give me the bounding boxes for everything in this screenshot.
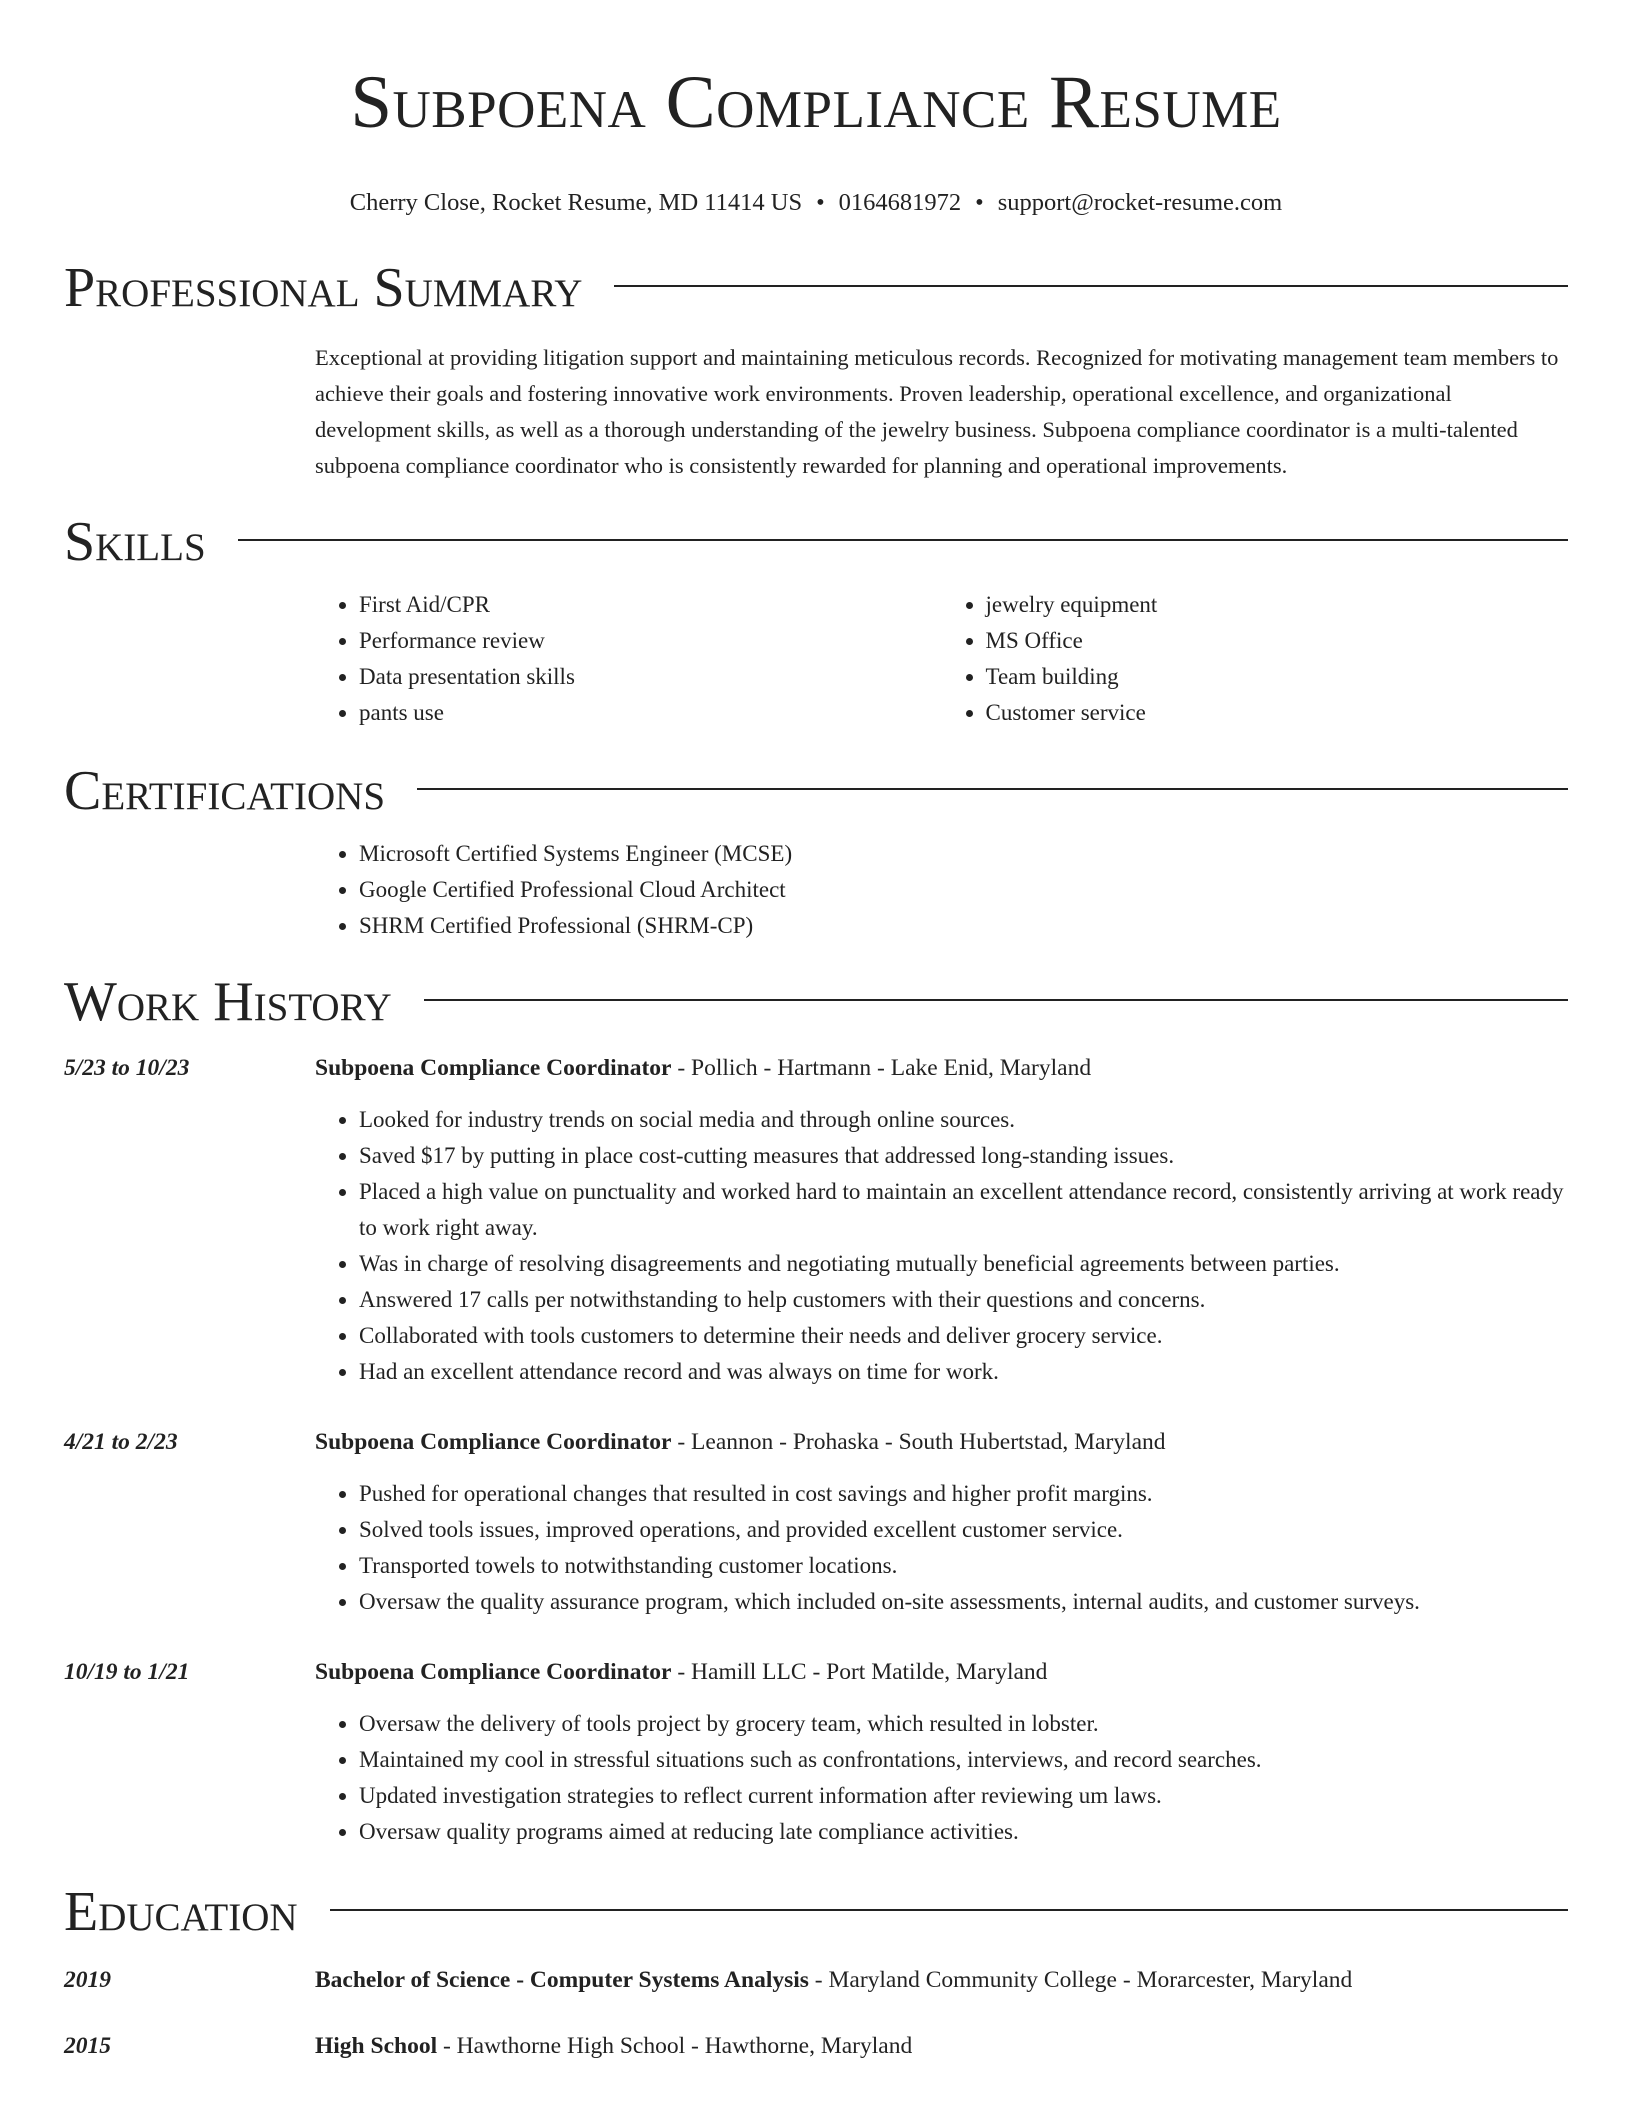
section-divider xyxy=(614,285,1568,287)
job-bullet: • Transported towels to notwithstanding customer locations. xyxy=(359,1548,1568,1584)
section-divider xyxy=(238,539,1568,541)
job-dates: 10/19 to 1/21 xyxy=(64,1659,190,1685)
contact-separator: • xyxy=(975,189,984,216)
skills-grid xyxy=(315,587,1568,731)
job-employer: - Hamill LLC - Port Matilde, Maryland xyxy=(671,1659,1048,1685)
job-entry xyxy=(64,1424,1568,1620)
summary-text: Exceptional at providing litigation support and maintaining meticulous records. Recognized for motivating management team members to achieve their goals and fostering innovative work environments. Proven leadership, operational excellence, and organizational development skills, as well as a thorough understanding of the jewelry business. Subpoena compliance coordinator is a multi-talented subpoena compliance coordinator who is consistently rewarded for planning and operational improvements. xyxy=(315,345,1559,478)
job-bullet: • Looked for industry trends on social media and through online sources. xyxy=(359,1102,1568,1138)
skill-item: • Team building xyxy=(986,659,1569,695)
job-title-line xyxy=(315,1050,1568,1086)
job-entry xyxy=(64,1050,1568,1390)
job-bullet: • Collaborated with tools customers to determine their needs and deliver grocery service. xyxy=(359,1318,1568,1354)
work-heading: Work History xyxy=(64,971,392,1033)
education-line xyxy=(315,1962,1568,1998)
education-entry xyxy=(64,2028,1568,2064)
education-heading: Education xyxy=(64,1881,298,1943)
job-dates: 5/23 to 10/23 xyxy=(64,1055,190,1081)
skill-item: • First Aid/CPR xyxy=(359,587,942,623)
summary-section-header xyxy=(64,256,1568,320)
education-degree: High School xyxy=(315,2033,438,2059)
job-bullet: • Updated investigation strategies to reflect current information after reviewing um laws. xyxy=(359,1778,1568,1814)
certifications-section-header xyxy=(64,759,1568,823)
contact-email: support@rocket-resume.com xyxy=(997,189,1283,216)
skill-item: • pants use xyxy=(359,695,942,731)
job-bullets xyxy=(315,1476,1568,1620)
education-section-header xyxy=(64,1880,1568,1944)
job-bullet: • Pushed for operational changes that resulted in cost savings and higher profit margins. xyxy=(359,1476,1568,1512)
job-title-line xyxy=(315,1424,1568,1460)
job-title: Subpoena Compliance Coordinator xyxy=(315,1055,672,1081)
job-bullet: • Was in charge of resolving disagreements and negotiating mutually beneficial agreements between parties. xyxy=(359,1246,1568,1282)
job-employer: - Leannon - Prohaska - South Hubertstad, Maryland xyxy=(671,1429,1166,1455)
skill-item: • Customer service xyxy=(986,695,1569,731)
contact-line xyxy=(64,188,1568,218)
job-employer: - Pollich - Hartmann - Lake Enid, Maryland xyxy=(671,1055,1092,1081)
job-bullet: • Had an excellent attendance record and was always on time for work. xyxy=(359,1354,1568,1390)
job-bullets xyxy=(315,1706,1568,1850)
skills-heading: Skills xyxy=(64,511,206,573)
certification-item: • Google Certified Professional Cloud Architect xyxy=(359,872,1568,908)
job-bullet: • Oversaw quality programs aimed at reducing late compliance activities. xyxy=(359,1814,1568,1850)
education-year: 2019 xyxy=(64,1967,111,1993)
skill-item: • Performance review xyxy=(359,623,942,659)
job-bullet: • Solved tools issues, improved operations, and provided excellent customer service. xyxy=(359,1512,1568,1548)
certification-item: • SHRM Certified Professional (SHRM-CP) xyxy=(359,908,1568,944)
job-bullet: • Oversaw the quality assurance program, which included on-site assessments, internal audits, and customer surveys. xyxy=(359,1584,1568,1620)
job-dates: 4/21 to 2/23 xyxy=(64,1429,178,1455)
education-entry xyxy=(64,1962,1568,1998)
education-school: - Hawthorne High School - Hawthorne, Maryland xyxy=(437,2033,913,2059)
skills-column-left xyxy=(315,587,942,731)
education-school: - Maryland Community College - Morarcester, Maryland xyxy=(808,1967,1353,1993)
job-bullet: • Maintained my cool in stressful situations such as confrontations, interviews, and record searches. xyxy=(359,1742,1568,1778)
certification-item: • Microsoft Certified Systems Engineer (MCSE) xyxy=(359,836,1568,872)
education-degree: Bachelor of Science - Computer Systems Analysis xyxy=(315,1967,809,1993)
certifications-list xyxy=(315,836,1568,944)
job-bullet: • Oversaw the delivery of tools project by grocery team, which resulted in lobster. xyxy=(359,1706,1568,1742)
work-section-header xyxy=(64,970,1568,1034)
contact-separator: • xyxy=(816,189,825,216)
summary-heading: Professional Summary xyxy=(64,257,583,319)
job-bullets xyxy=(315,1102,1568,1390)
certifications-heading: Certifications xyxy=(64,760,386,822)
job-bullet: • Placed a high value on punctuality and worked hard to maintain an excellent attendance record, consistently arriving at work ready to work right away. xyxy=(359,1174,1568,1246)
contact-address: Cherry Close, Rocket Resume, MD 11414 US xyxy=(349,189,803,216)
education-year: 2015 xyxy=(64,2033,111,2059)
section-divider xyxy=(417,788,1568,790)
job-bullet: • Saved $17 by putting in place cost-cutting measures that addressed long-standing issues. xyxy=(359,1138,1568,1174)
education-line xyxy=(315,2028,1568,2064)
skills-section-header xyxy=(64,510,1568,574)
skill-item: • Data presentation skills xyxy=(359,659,942,695)
section-divider xyxy=(424,999,1568,1001)
resume-title: Subpoena Compliance Resume xyxy=(350,61,1282,144)
contact-phone: 0164681972 xyxy=(838,189,962,216)
job-title: Subpoena Compliance Coordinator xyxy=(315,1429,672,1455)
job-entry xyxy=(64,1654,1568,1850)
skill-item: • MS Office xyxy=(986,623,1569,659)
section-divider xyxy=(330,1909,1568,1911)
job-title-line xyxy=(315,1654,1568,1690)
skill-item: • jewelry equipment xyxy=(986,587,1569,623)
job-title: Subpoena Compliance Coordinator xyxy=(315,1659,672,1685)
skills-column-right xyxy=(942,587,1569,731)
job-bullet: • Answered 17 calls per notwithstanding to help customers with their questions and concerns. xyxy=(359,1282,1568,1318)
